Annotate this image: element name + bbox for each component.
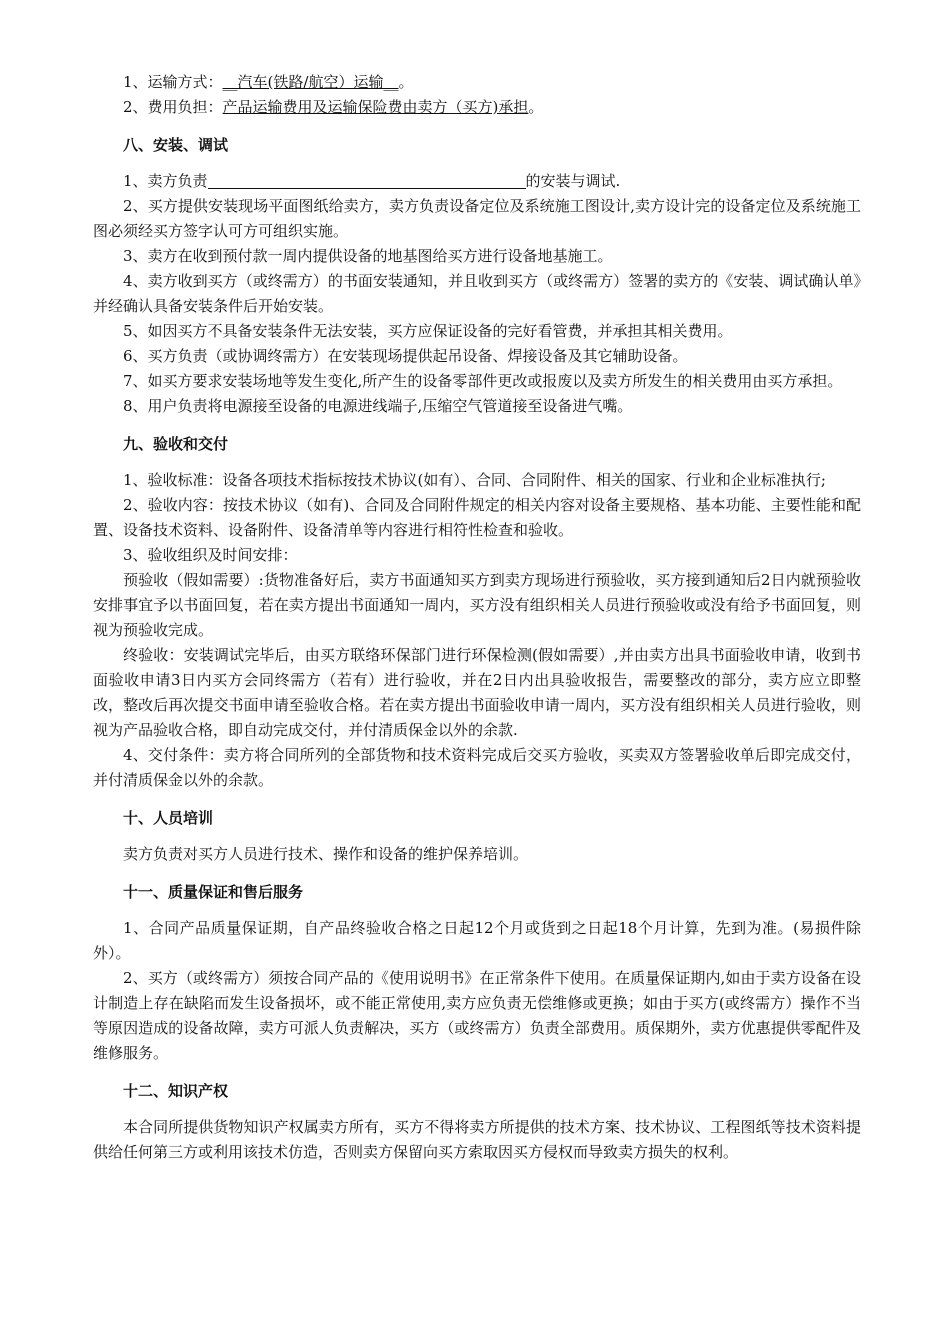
cost-burden-value: 产品运输费用及运输保险费由卖方（买方)承担	[222, 98, 529, 116]
punctuation: 。	[528, 98, 544, 116]
acceptance-clause-3: 3、验收组织及时间安排：	[123, 546, 298, 564]
section-heading-ip: 十二、知识产权	[123, 1082, 229, 1100]
training-paragraph: 卖方负责对买方人员进行技术、操作和设备的维护保养培训。	[123, 845, 529, 863]
ip-paragraph: 本合同所提供货物知识产权属卖方所有，买方不得将卖方所提供的技术方案、技术协议、工程图纸等技术资料提供给任何第三方或利用该技术仿造，否则卖方保留向买方索取因买方侵权而导致卖方损失的权利。	[93, 1118, 861, 1161]
cost-burden-label: 2、费用负担：	[123, 98, 223, 116]
pre-acceptance-paragraph: 预验收（假如需要）:货物准备好后，卖方书面通知买方到卖方现场进行预验收，买方接到通知后2日内就预验收安排事宜予以书面回复，若在卖方提出书面通知一周内，买方没有组织相关人员进行预验收或没有给予书面回复，则视为预验收完成。	[93, 571, 861, 639]
acceptance-clause-1: 1、验收标准：设备各项技术指标按技术协议(如有）、合同、合同附件、相关的国家、行业和企业标准执行;	[123, 471, 826, 489]
installation-clause-1	[93, 169, 861, 194]
warranty-clause-2: 2、买方（或终需方）须按合同产品的《使用说明书》在正常条件下使用。在质量保证期内,如由于卖方设备在设计制造上存在缺陷而发生设备损坏，或不能正常使用,卖方应负责无偿维修或更换；如由于买方(或终需方）操作不当等原因造成的设备故障，卖方可派人负责解决，买方（或终需方）负责全部费用。质保期外，卖方优惠提供零配件及维修服务。	[93, 969, 861, 1062]
punctuation: 。	[398, 73, 414, 91]
fill-in-blank	[208, 172, 526, 189]
installation-clause-4: 4、卖方收到买方（或终需方）的书面安装通知，并且收到买方（或终需方）签署的卖方的《安装、调试确认单》并经确认具备安装条件后开始安装。	[93, 272, 861, 315]
clause-text: 的安装与调试.	[525, 172, 621, 190]
cost-burden-line	[93, 95, 861, 120]
installation-clause-7: 7、如买方要求安装场地等发生变化,所产生的设备零部件更改或报废以及卖方所发生的相关费用由买方承担。	[123, 372, 843, 390]
transport-method-label: 1、运输方式：	[123, 73, 223, 91]
installation-clause-8: 8、用户负责将电源接至设备的电源进线端子,压缩空气管道接至设备进气嘴。	[123, 397, 633, 415]
installation-clause-6: 6、买方负责（或协调终需方）在安装现场提供起吊设备、焊接设备及其它辅助设备。	[123, 347, 688, 365]
section-heading-installation: 八、安装、调试	[123, 136, 229, 154]
clause-text: 1、卖方负责	[123, 172, 208, 190]
warranty-clause-1: 1、合同产品质量保证期，自产品终验收合格之日起12个月或货到之日起18个月计算，先到为准。(易损件除外）。	[93, 919, 861, 962]
acceptance-clause-4: 4、交付条件：卖方将合同所列的全部货物和技术资料完成后交买方验收，买卖双方签署验收单后即完成交付，并付清质保金以外的余款。	[93, 746, 861, 789]
installation-clause-5: 5、如因买方不具备安装条件无法安装，买方应保证设备的完好看管费，并承担其相关费用。	[123, 322, 733, 340]
section-heading-training: 十、人员培训	[123, 809, 214, 827]
final-acceptance-paragraph: 终验收：安装调试完毕后，由买方联络环保部门进行环保检测(假如需要）,并由卖方出具书面验收申请，收到书面验收申请3日内买方会同终需方（若有）进行验收，并在2日内出具验收报告，需要整改的部分，卖方应立即整改，整改后再次提交书面申请至验收合格。若在卖方提出书面验收申请一周内，买方没有组织相关人员进行验收，则视为产品验收合格，即自动完成交付，并付清质保金以外的余款.	[93, 646, 861, 739]
installation-clause-2: 2、买方提供安装现场平面图纸给卖方，卖方负责设备定位及系统施工图设计,卖方设计完的设备定位及系统施工图必须经买方签字认可方可组织实施。	[93, 197, 861, 240]
section-heading-acceptance: 九、验收和交付	[123, 435, 229, 453]
section-heading-warranty: 十一、质量保证和售后服务	[123, 883, 304, 901]
transport-method-line	[93, 70, 861, 95]
installation-clause-3: 3、卖方在收到预付款一周内提供设备的地基图给买方进行设备地基施工。	[123, 247, 613, 265]
transport-method-value: __汽车(铁路/航空）运输__	[222, 73, 399, 91]
acceptance-clause-2: 2、验收内容：按技术协议（如有)、合同及合同附件规定的相关内容对设备主要规格、基本功能、主要性能和配置、设备技术资料、设备附件、设备清单等内容进行相符性检查和验收。	[93, 496, 861, 539]
document-body	[93, 70, 861, 1165]
